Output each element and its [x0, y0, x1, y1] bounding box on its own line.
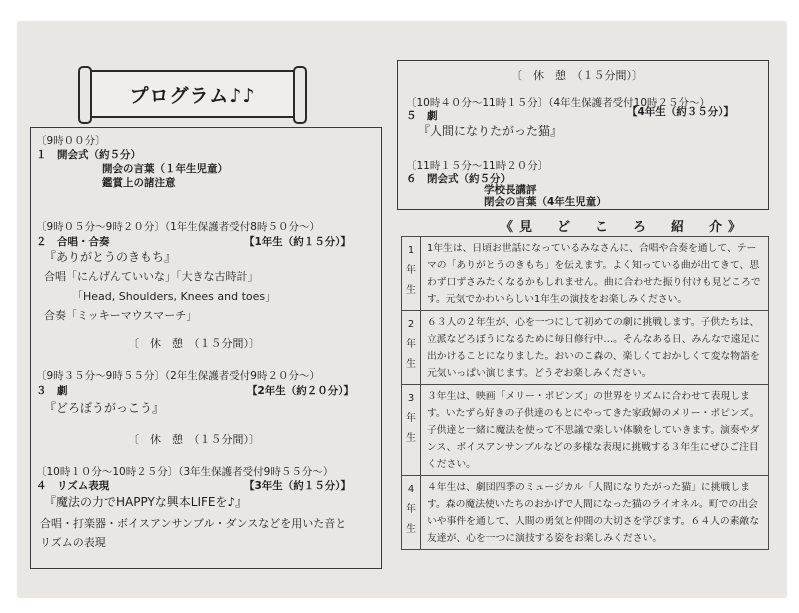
program-title: プログラム♪♪	[129, 84, 256, 107]
s4-grade: 【3年生（約１５分）】	[244, 480, 352, 492]
description-line: わず口ずさみたくなるかもしれません。曲に合わせた振り付けも見どころで	[427, 277, 761, 288]
description-line: 立派などろぼうになるために毎日修行中…。そんなある日、みんなで遠足に	[427, 334, 761, 345]
description-line: ３年生は、映画「メリー・ポピンズ」の世界をリズムに合わせて表現しま	[427, 391, 750, 402]
s2-line1: 合唱「にんげんていいな」「大きな古時計」	[44, 270, 259, 283]
s3-time: 〔9時３５分～9時５５分〕（2年生保護者受付9時２０分～）	[36, 370, 320, 382]
grade-char: 生	[406, 524, 416, 535]
grade-char: 生	[406, 359, 416, 370]
s6-line2: 閉会の言葉（4年生児童）	[484, 196, 607, 208]
s2-grade: 【1年生（約１５分）】	[244, 236, 352, 248]
s5-grade: 【4年生（約３５分）】	[627, 106, 735, 118]
s3-title: 『どろぼうがっこう』	[44, 401, 165, 415]
grade-cell	[402, 385, 421, 476]
s3-grade: 【2年生（約２０分）】	[247, 385, 355, 397]
grade-number: 2	[407, 319, 415, 330]
s6-heading: ６ 閉会式（約５分）	[406, 173, 511, 185]
description-line: 友達が、心を一つに演技する姿をお楽しみください。	[427, 533, 663, 544]
s5-title: 『人間になりたがった猫』	[418, 124, 563, 138]
description-cell	[421, 385, 769, 476]
grade-char: 生	[406, 433, 416, 444]
s1-heading: １ 開会式（約５分）	[36, 149, 141, 161]
s4-title: 『魔法の力でHAPPYな興本LIFEを♪』	[44, 495, 248, 509]
description-line: 元気いっぱい演じます。どうぞお楽しみください。	[427, 368, 652, 379]
description-line: ４年生は、劇団四季のミュージカル「人間になりたがった猫」に挑戦しま	[427, 482, 750, 493]
description-cell	[421, 237, 769, 311]
grade-char: 年	[406, 339, 416, 350]
s4-line1: 合唱・打楽器・ボイスアンサンブル・ダンスなどを用いた音と	[40, 517, 347, 530]
s6-line1: 学校長講評	[484, 184, 537, 196]
s6-time: 〔11時１５分～11時２０分〕	[406, 160, 549, 172]
s5-heading: ５ 劇	[406, 110, 438, 122]
description-line: ６３人の２年生が、心を一つにして初めての劇に挑戦します。子供たちは、	[427, 317, 760, 328]
description-line: マの「ありがとうのきもち」を伝えます。よく知っている曲が出てきて、思	[427, 260, 760, 271]
description-cell	[421, 476, 769, 550]
grade-cell	[402, 311, 421, 385]
s4-heading: ４ リズム表現	[36, 480, 110, 492]
description-cell	[421, 311, 769, 385]
description-line: いや事件を通して、人間の勇気と仲間の大切さを学びます。６４人の素敵な	[427, 516, 760, 527]
grade-char: 年	[406, 504, 416, 515]
grade-char: 年	[406, 413, 416, 424]
midokoro-title: 《見 ど こ ろ 紹 介》	[500, 220, 748, 235]
description-line: ンス、ボイスアンサンブルなどの多様な表現に挑戦する３年生にぜひご注目	[427, 442, 759, 453]
table-row	[402, 311, 769, 385]
grade-number: 1	[407, 245, 415, 256]
grade-char: 年	[406, 265, 416, 276]
s4-line2: リズムの表現	[40, 536, 106, 549]
s2-title: 『ありがとうのきもち』	[44, 250, 177, 264]
table-row	[402, 385, 769, 476]
program-title-banner	[88, 70, 297, 118]
s2-line2: 「Head, Shoulders, Knees and toes」	[72, 290, 277, 303]
s2-time: 〔9時０５分～9時２０分〕（1年生保護者受付8時５０分～）	[36, 221, 320, 233]
description-line: す。いたずら好きの子供達のもとにやってきた家政婦のメリー・ポピンズ。	[427, 408, 760, 419]
grade-number: 3	[407, 393, 415, 404]
s2-heading: ２ 合唱・合奏	[36, 236, 110, 248]
s3-heading: ３ 劇	[36, 385, 68, 397]
grade-number: 4	[407, 484, 415, 495]
description-line: す。森の魔法使いたちのおかげで人間になった猫のライオネル。町での出会	[427, 499, 758, 510]
break-1: 〔 休 憩 （１５分間）〕	[128, 337, 260, 350]
description-line: 出かけることになりました。おいのこ森の、楽しくておかしくて変な物語を	[427, 351, 760, 362]
table-row	[402, 476, 769, 550]
description-line: 子供達と一緒に魔法を使って不思議で楽しい体験をしていきます。演奏やダ	[427, 425, 760, 436]
s4-time: 〔10時１０分～10時２５分〕（3年生保護者受付9時５５分～）	[36, 466, 334, 478]
s1-line2: 鑑賞上の諸注意	[102, 177, 176, 189]
midokoro-table	[401, 236, 769, 550]
s1-line1: 開会の言葉（１年生児童）	[102, 163, 228, 175]
break-2: 〔 休 憩 （１５分間）〕	[128, 433, 260, 446]
description-line: 1年生は、日頃お世話になっているみなさんに、合唱や合奏を通して、テー	[427, 243, 757, 254]
break-3: 〔 休 憩 （１５分間）〕	[511, 69, 643, 82]
grade-cell	[402, 237, 421, 311]
s2-line3: 合奏「ミッキーマウスマーチ」	[44, 309, 198, 322]
s5-time: 〔10時４０分～11時１５分〕（4年生保護者受付10時２５分～）	[406, 97, 711, 109]
description-line: ください。	[427, 459, 476, 470]
s1-time: 〔9時００分〕	[36, 135, 106, 147]
table-row	[402, 237, 769, 311]
grade-cell	[402, 476, 421, 550]
description-line: す。元気でかわいらしい1年生の演技をお楽しみください。	[427, 294, 688, 305]
grade-char: 生	[406, 285, 416, 296]
